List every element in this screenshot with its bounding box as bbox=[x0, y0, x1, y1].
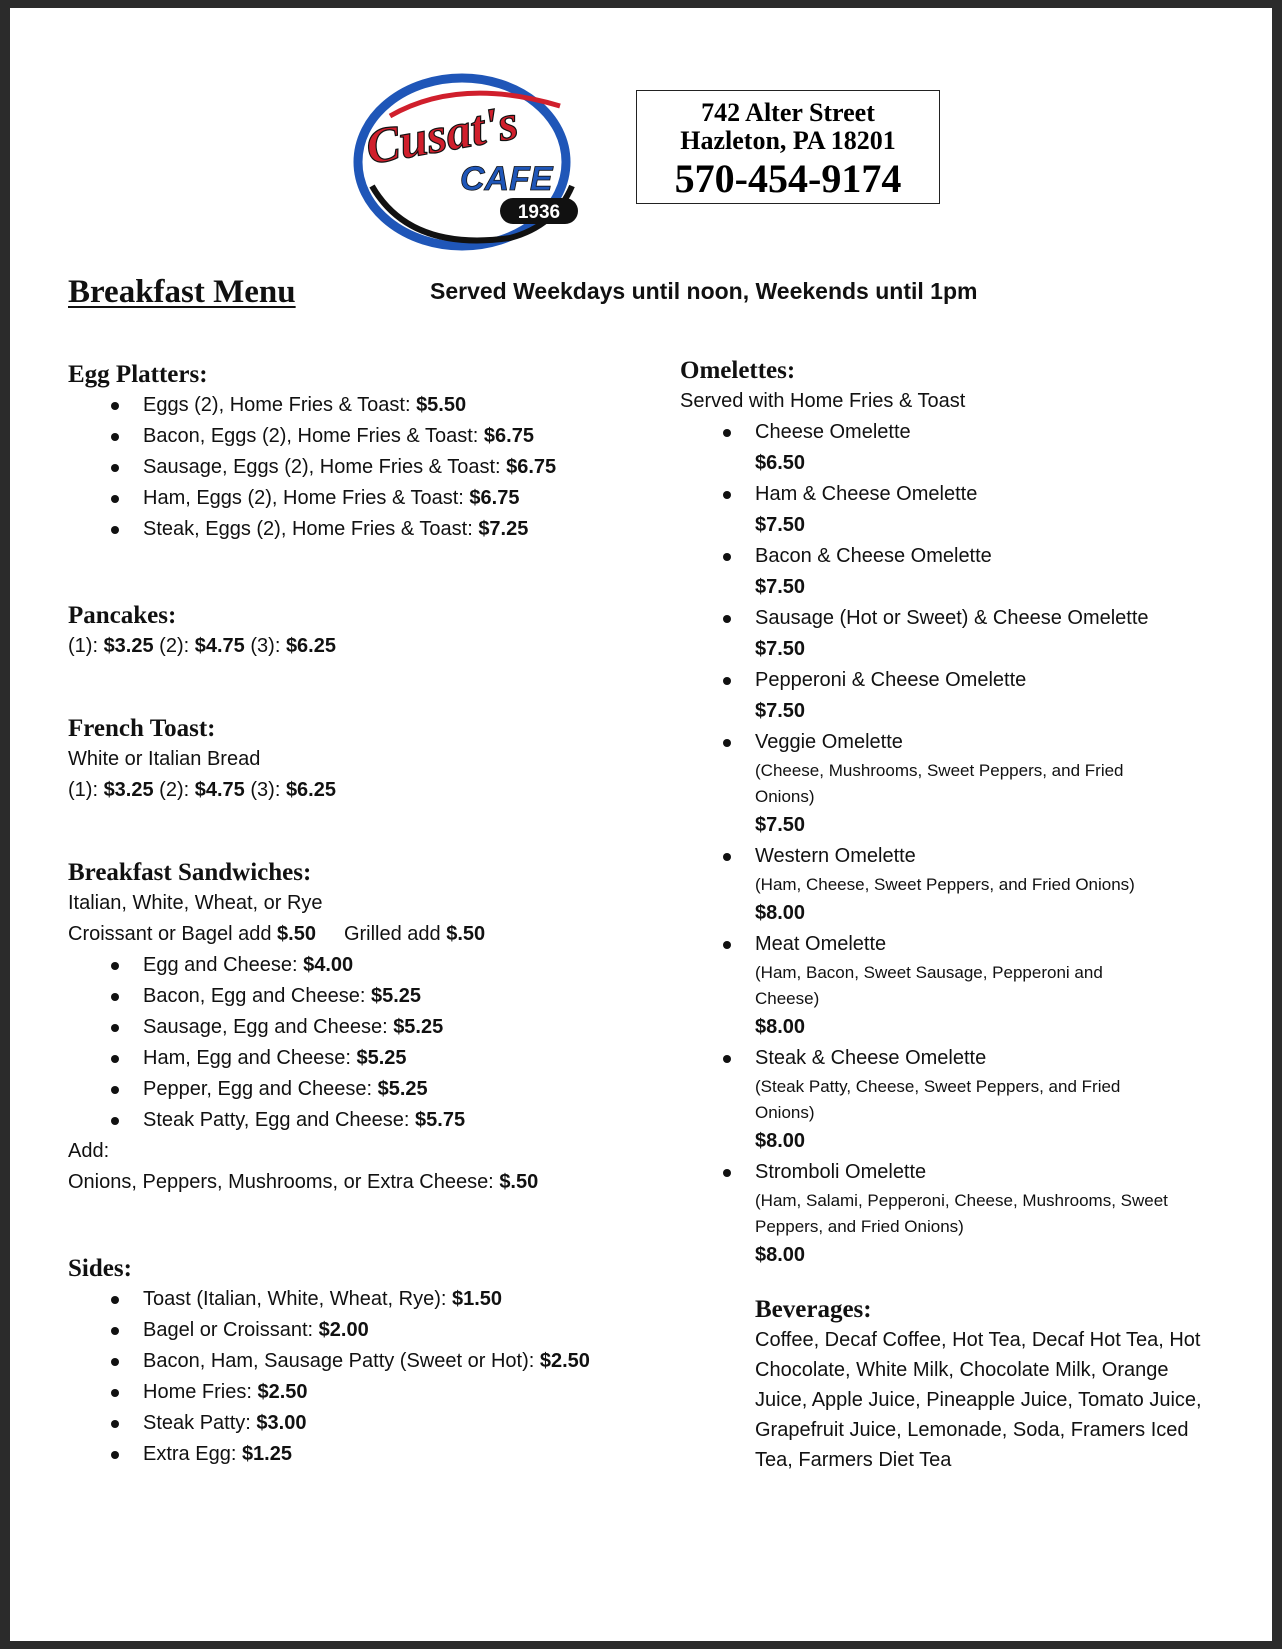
list-item: Bagel or Croissant: $2.00 bbox=[143, 1315, 668, 1346]
logo-name-text: Cusat's bbox=[361, 93, 522, 175]
cusats-cafe-logo bbox=[350, 66, 590, 262]
omelettes-subtitle: Served with Home Fries & Toast bbox=[680, 390, 966, 412]
list-item: Ham, Eggs (2), Home Fries & Toast: $6.75 bbox=[143, 483, 668, 514]
list-item: Pepperoni & Cheese Omelette $7.50 bbox=[755, 665, 1240, 727]
sandwiches-title: Breakfast Sandwiches: bbox=[68, 859, 312, 886]
address-street: 742 Alter Street bbox=[701, 98, 875, 127]
list-item: Veggie Omelette (Cheese, Mushrooms, Sweet Peppers, and Fried Onions) $7.50 bbox=[755, 727, 1240, 841]
list-item: Cheese Omelette $6.50 bbox=[755, 417, 1240, 479]
list-item: Meat Omelette (Ham, Bacon, Sweet Sausage, Pepperoni and Cheese) $8.00 bbox=[755, 929, 1240, 1043]
sandwiches-addons: Croissant or Bagel add $.50 Grilled add $.50 bbox=[68, 923, 486, 945]
address-box bbox=[636, 90, 940, 204]
beverages-title: Beverages: bbox=[755, 1296, 872, 1323]
omelettes-list bbox=[680, 417, 1240, 1271]
egg-platters-list bbox=[68, 390, 668, 545]
list-item: Sausage, Egg and Cheese: $5.25 bbox=[143, 1012, 668, 1043]
list-item: Stromboli Omelette (Ham, Salami, Pepperoni, Cheese, Mushrooms, Sweet Peppers, and Fried Onions) $8.00 bbox=[755, 1157, 1240, 1271]
pancakes-prices: (1): $3.25 (2): $4.75 (3): $6.25 bbox=[68, 635, 336, 657]
list-item: Bacon & Cheese Omelette $7.50 bbox=[755, 541, 1240, 603]
list-item: Steak Patty: $3.00 bbox=[143, 1408, 668, 1439]
list-item: Toast (Italian, White, Wheat, Rye): $1.50 bbox=[143, 1284, 668, 1315]
egg-platters-title: Egg Platters: bbox=[68, 361, 208, 388]
list-item: Western Omelette (Ham, Cheese, Sweet Peppers, and Fried Onions) $8.00 bbox=[755, 841, 1240, 929]
logo-year-text: 1936 bbox=[517, 202, 561, 223]
menu-page bbox=[10, 8, 1272, 1641]
french-toast-desc: White or Italian Bread bbox=[68, 748, 261, 770]
list-item: Egg and Cheese: $4.00 bbox=[143, 950, 668, 981]
beverages-section bbox=[680, 1295, 1240, 1475]
list-item: Sausage, Eggs (2), Home Fries & Toast: $6.75 bbox=[143, 452, 668, 483]
sandwiches-breads: Italian, White, Wheat, or Rye bbox=[68, 892, 323, 914]
menu-title: Breakfast Menu bbox=[68, 274, 296, 310]
pancakes-title: Pancakes: bbox=[68, 602, 177, 629]
list-item: Ham & Cheese Omelette $7.50 bbox=[755, 479, 1240, 541]
left-column bbox=[68, 360, 668, 1470]
omelettes-title: Omelettes: bbox=[680, 357, 796, 384]
list-item: Steak, Eggs (2), Home Fries & Toast: $7.25 bbox=[143, 514, 668, 545]
sandwiches-list bbox=[68, 950, 668, 1136]
served-hours: Served Weekdays until noon, Weekends until 1pm bbox=[430, 278, 978, 304]
right-column bbox=[680, 356, 1240, 1475]
list-item: Pepper, Egg and Cheese: $5.25 bbox=[143, 1074, 668, 1105]
list-item: Eggs (2), Home Fries & Toast: $5.50 bbox=[143, 390, 668, 421]
french-toast-title: French Toast: bbox=[68, 715, 216, 742]
address-city: Hazleton, PA 18201 bbox=[680, 126, 896, 155]
list-item: Home Fries: $2.50 bbox=[143, 1377, 668, 1408]
sides-title: Sides: bbox=[68, 1255, 132, 1282]
list-item: Extra Egg: $1.25 bbox=[143, 1439, 668, 1470]
list-item: Bacon, Ham, Sausage Patty (Sweet or Hot): $2.50 bbox=[143, 1346, 603, 1377]
list-item: Bacon, Egg and Cheese: $5.25 bbox=[143, 981, 668, 1012]
sandwiches-add-label: Add: bbox=[68, 1140, 110, 1162]
list-item: Sausage (Hot or Sweet) & Cheese Omelette $7.50 bbox=[755, 603, 1240, 665]
list-item: Bacon, Eggs (2), Home Fries & Toast: $6.75 bbox=[143, 421, 668, 452]
list-item: Steak & Cheese Omelette (Steak Patty, Cheese, Sweet Peppers, and Fried Onions) $8.00 bbox=[755, 1043, 1240, 1157]
list-item: Steak Patty, Egg and Cheese: $5.75 bbox=[143, 1105, 668, 1136]
list-item: Ham, Egg and Cheese: $5.25 bbox=[143, 1043, 668, 1074]
address-phone: 570-454-9174 bbox=[674, 156, 902, 201]
sides-list bbox=[68, 1284, 668, 1470]
french-toast-prices: (1): $3.25 (2): $4.75 (3): $6.25 bbox=[68, 779, 336, 801]
logo-sub-text: CAFE bbox=[460, 160, 553, 198]
sandwiches-add-items: Onions, Peppers, Mushrooms, or Extra Cheese: $.50 bbox=[68, 1171, 539, 1193]
beverages-list: Coffee, Decaf Coffee, Hot Tea, Decaf Hot Tea, Hot Chocolate, White Milk, Chocolate Milk, Orange Juice, Apple Juice, Pineapple Juice, Tomato Juice, Grapefruit Juice, Lemonade, Soda, Framers Iced Tea, Farmers Diet Tea bbox=[755, 1329, 1202, 1471]
